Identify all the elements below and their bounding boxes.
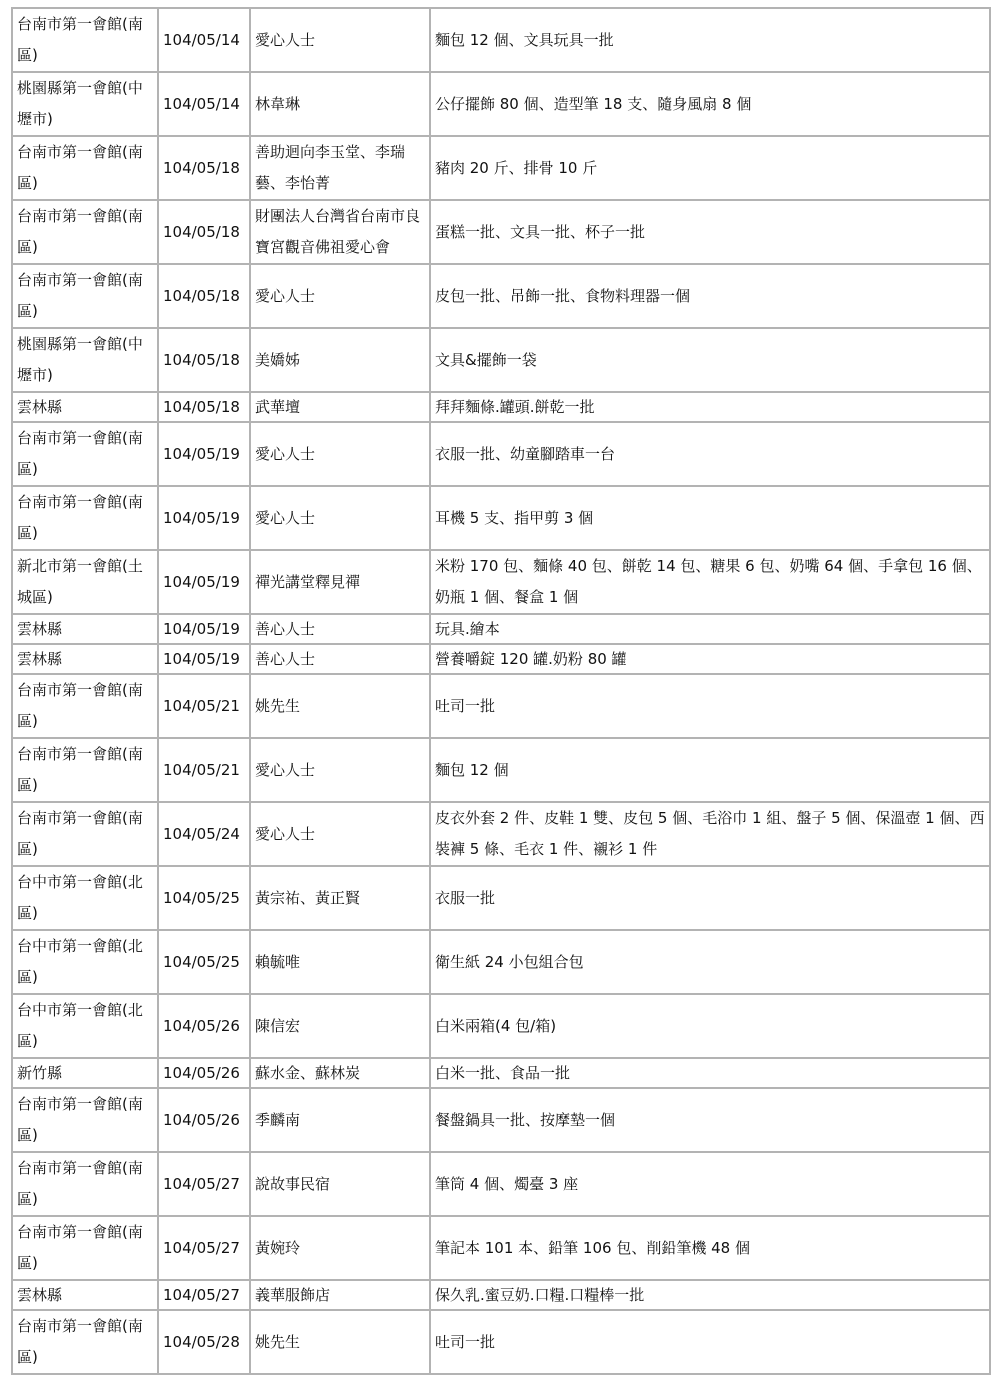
items-cell: 餐盤鍋具一批、按摩墊一個	[430, 1088, 990, 1152]
date-cell: 104/05/28	[158, 1310, 250, 1374]
location-cell: 台南市第一會館(南區)	[12, 136, 158, 200]
location-cell: 台南市第一會館(南區)	[12, 674, 158, 738]
location-cell: 台南市第一會館(南區)	[12, 1216, 158, 1280]
donor-cell: 善心人士	[250, 644, 430, 674]
items-cell: 皮衣外套 2 件、皮鞋 1 雙、皮包 5 個、毛浴巾 1 組、盤子 5 個、保溫壺 1 個、西裝褲 5 條、毛衣 1 件、襯衫 1 件	[430, 802, 990, 866]
date-cell: 104/05/27	[158, 1280, 250, 1310]
items-cell: 皮包一批、吊飾一批、食物料理器一個	[430, 264, 990, 328]
location-cell: 雲林縣	[12, 614, 158, 644]
donor-cell: 義華服飾店	[250, 1280, 430, 1310]
donor-cell: 姚先生	[250, 674, 430, 738]
table-row	[12, 674, 990, 738]
location-cell: 台南市第一會館(南區)	[12, 738, 158, 802]
date-cell: 104/05/26	[158, 994, 250, 1058]
table-row	[12, 802, 990, 866]
date-cell: 104/05/19	[158, 644, 250, 674]
date-cell: 104/05/18	[158, 264, 250, 328]
date-cell: 104/05/25	[158, 866, 250, 930]
location-cell: 台南市第一會館(南區)	[12, 1310, 158, 1374]
donor-cell: 善助迴向李玉堂、李瑞藝、李怡菁	[250, 136, 430, 200]
table-row	[12, 136, 990, 200]
table-row	[12, 8, 990, 72]
donor-cell: 說故事民宿	[250, 1152, 430, 1216]
donor-cell: 愛心人士	[250, 264, 430, 328]
items-cell: 玩具.繪本	[430, 614, 990, 644]
donor-cell: 黃婉玲	[250, 1216, 430, 1280]
date-cell: 104/05/19	[158, 550, 250, 614]
location-cell: 雲林縣	[12, 1280, 158, 1310]
date-cell: 104/05/21	[158, 738, 250, 802]
table-row	[12, 1088, 990, 1152]
location-cell: 台南市第一會館(南區)	[12, 1152, 158, 1216]
donation-table-container	[11, 7, 991, 1375]
date-cell: 104/05/19	[158, 614, 250, 644]
donor-cell: 禪光講堂釋見禪	[250, 550, 430, 614]
location-cell: 台中市第一會館(北區)	[12, 930, 158, 994]
location-cell: 台南市第一會館(南區)	[12, 422, 158, 486]
date-cell: 104/05/19	[158, 486, 250, 550]
location-cell: 台南市第一會館(南區)	[12, 486, 158, 550]
table-row	[12, 72, 990, 136]
date-cell: 104/05/27	[158, 1152, 250, 1216]
items-cell: 麵包 12 個、文具玩具一批	[430, 8, 990, 72]
donor-cell: 姚先生	[250, 1310, 430, 1374]
date-cell: 104/05/26	[158, 1058, 250, 1088]
table-row	[12, 264, 990, 328]
table-row	[12, 486, 990, 550]
date-cell: 104/05/19	[158, 422, 250, 486]
table-row	[12, 930, 990, 994]
items-cell: 白米一批、食品一批	[430, 1058, 990, 1088]
table-row	[12, 200, 990, 264]
location-cell: 台南市第一會館(南區)	[12, 8, 158, 72]
location-cell: 台中市第一會館(北區)	[12, 866, 158, 930]
location-cell: 台南市第一會館(南區)	[12, 264, 158, 328]
location-cell: 台南市第一會館(南區)	[12, 802, 158, 866]
date-cell: 104/05/26	[158, 1088, 250, 1152]
donor-cell: 林韋琳	[250, 72, 430, 136]
date-cell: 104/05/27	[158, 1216, 250, 1280]
table-row	[12, 1310, 990, 1374]
location-cell: 雲林縣	[12, 644, 158, 674]
table-row	[12, 1280, 990, 1310]
table-row	[12, 328, 990, 392]
date-cell: 104/05/24	[158, 802, 250, 866]
items-cell: 衣服一批、幼童腳踏車一台	[430, 422, 990, 486]
donor-cell: 愛心人士	[250, 802, 430, 866]
items-cell: 豬肉 20 斤、排骨 10 斤	[430, 136, 990, 200]
items-cell: 蛋糕一批、文具一批、杯子一批	[430, 200, 990, 264]
items-cell: 筆記本 101 本、鉛筆 106 包、削鉛筆機 48 個	[430, 1216, 990, 1280]
table-row	[12, 1216, 990, 1280]
location-cell: 台南市第一會館(南區)	[12, 200, 158, 264]
table-row	[12, 614, 990, 644]
donor-cell: 武華壇	[250, 392, 430, 422]
table-row	[12, 422, 990, 486]
donor-cell: 愛心人士	[250, 8, 430, 72]
donor-cell: 黃宗祐、黃正賢	[250, 866, 430, 930]
date-cell: 104/05/25	[158, 930, 250, 994]
table-row	[12, 994, 990, 1058]
items-cell: 衣服一批	[430, 866, 990, 930]
items-cell: 白米兩箱(4 包/箱)	[430, 994, 990, 1058]
donor-cell: 善心人士	[250, 614, 430, 644]
items-cell: 麵包 12 個	[430, 738, 990, 802]
items-cell: 筆筒 4 個、燭臺 3 座	[430, 1152, 990, 1216]
items-cell: 拜拜麵條.罐頭.餅乾一批	[430, 392, 990, 422]
donor-cell: 愛心人士	[250, 422, 430, 486]
items-cell: 保久乳.蜜豆奶.口糧.口糧棒一批	[430, 1280, 990, 1310]
items-cell: 米粉 170 包、麵條 40 包、餅乾 14 包、糖果 6 包、奶嘴 64 個、手拿包 16 個、奶瓶 1 個、餐盒 1 個	[430, 550, 990, 614]
table-row	[12, 550, 990, 614]
items-cell: 耳機 5 支、指甲剪 3 個	[430, 486, 990, 550]
items-cell: 吐司一批	[430, 674, 990, 738]
donor-cell: 季麟南	[250, 1088, 430, 1152]
donor-cell: 賴毓唯	[250, 930, 430, 994]
location-cell: 台南市第一會館(南區)	[12, 1088, 158, 1152]
date-cell: 104/05/18	[158, 328, 250, 392]
date-cell: 104/05/21	[158, 674, 250, 738]
donor-cell: 陳信宏	[250, 994, 430, 1058]
location-cell: 新北市第一會館(土城區)	[12, 550, 158, 614]
table-row	[12, 644, 990, 674]
donor-cell: 美嬌姊	[250, 328, 430, 392]
date-cell: 104/05/14	[158, 72, 250, 136]
table-row	[12, 866, 990, 930]
location-cell: 雲林縣	[12, 392, 158, 422]
items-cell: 營養嚼錠 120 罐.奶粉 80 罐	[430, 644, 990, 674]
items-cell: 吐司一批	[430, 1310, 990, 1374]
items-cell: 文具&擺飾一袋	[430, 328, 990, 392]
table-row	[12, 1152, 990, 1216]
table-row	[12, 738, 990, 802]
donation-table	[11, 7, 991, 1375]
date-cell: 104/05/18	[158, 200, 250, 264]
items-cell: 公仔擺飾 80 個、造型筆 18 支、隨身風扇 8 個	[430, 72, 990, 136]
items-cell: 衛生紙 24 小包組合包	[430, 930, 990, 994]
location-cell: 桃園縣第一會館(中壢市)	[12, 328, 158, 392]
location-cell: 桃園縣第一會館(中壢市)	[12, 72, 158, 136]
date-cell: 104/05/18	[158, 136, 250, 200]
location-cell: 台中市第一會館(北區)	[12, 994, 158, 1058]
table-row	[12, 392, 990, 422]
donor-cell: 蘇水金、蘇林炭	[250, 1058, 430, 1088]
donor-cell: 財團法人台灣省台南市良寶宮觀音佛祖愛心會	[250, 200, 430, 264]
date-cell: 104/05/18	[158, 392, 250, 422]
location-cell: 新竹縣	[12, 1058, 158, 1088]
donor-cell: 愛心人士	[250, 486, 430, 550]
donor-cell: 愛心人士	[250, 738, 430, 802]
date-cell: 104/05/14	[158, 8, 250, 72]
table-row	[12, 1058, 990, 1088]
